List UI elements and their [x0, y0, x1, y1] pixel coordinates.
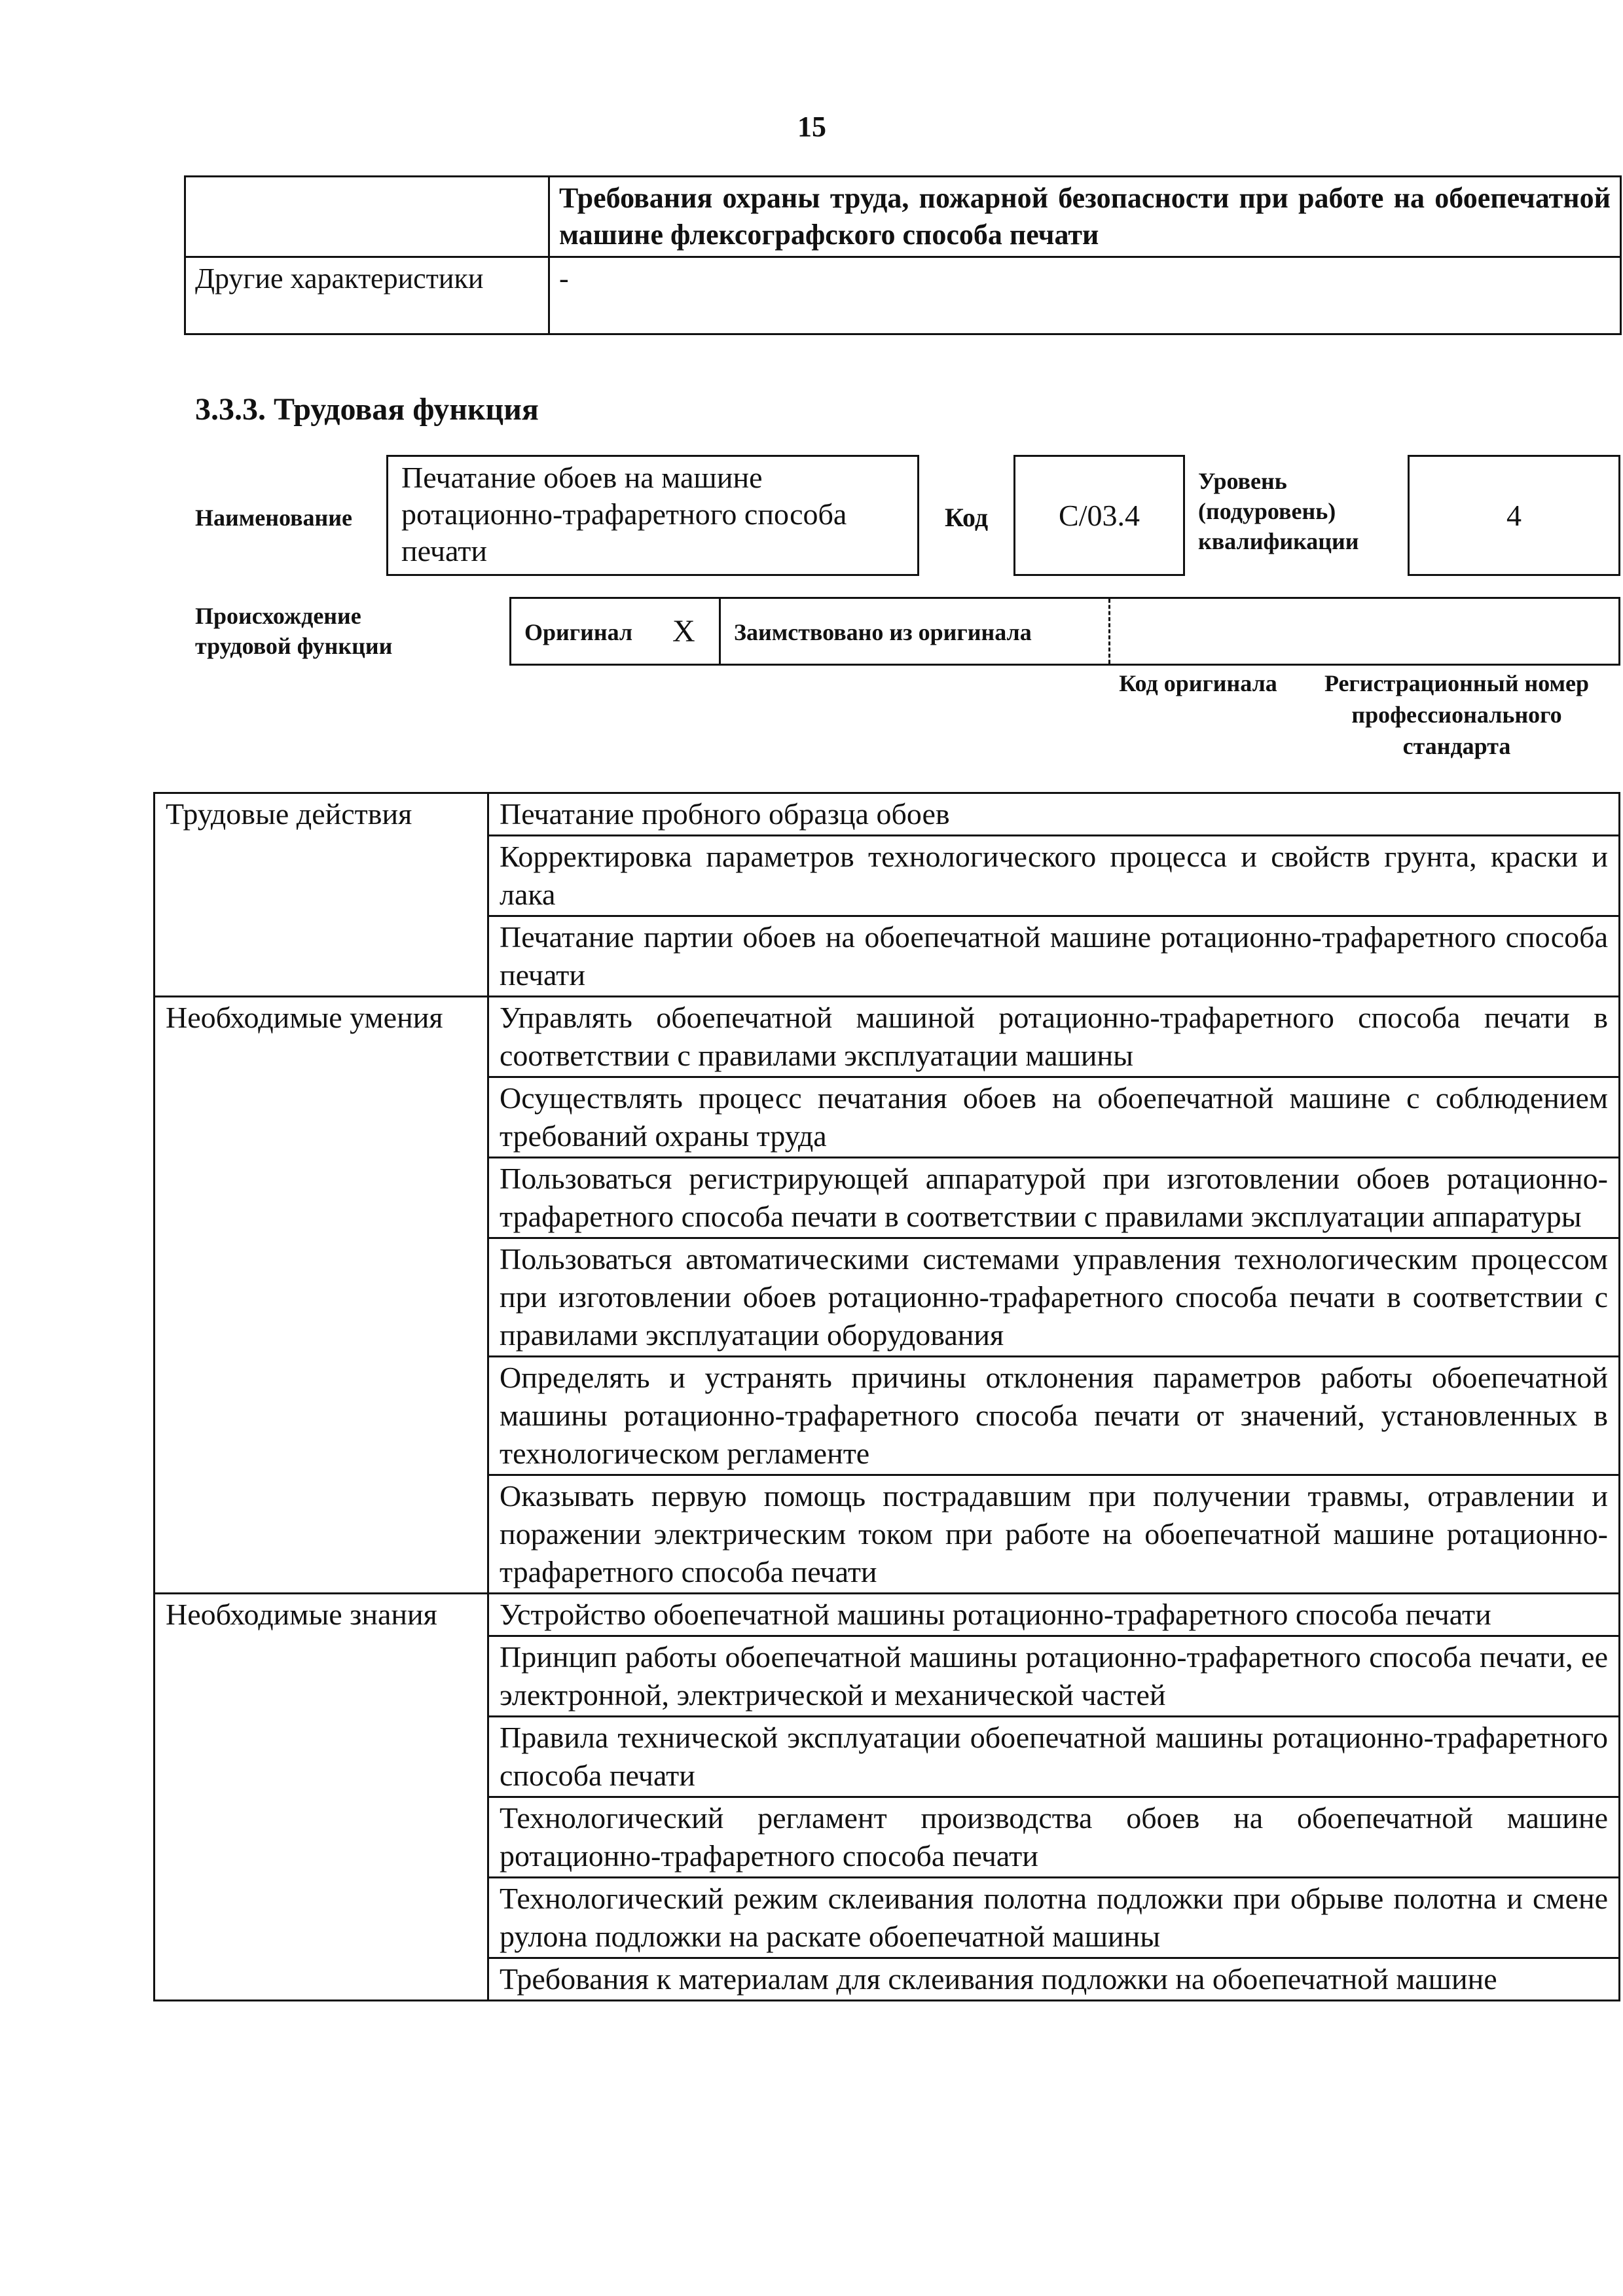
- original-code-caption: Код оригинала: [1119, 670, 1277, 696]
- table-row: Технологический режим склеивания полотна подложки при обрыве полотна и смене рулона подложки на раскате обоепечатной машины: [488, 1878, 1620, 1958]
- other-characteristics-label: Другие характеристики: [185, 257, 549, 334]
- section-title: 3.3.3. Трудовая функция: [195, 392, 539, 427]
- table-row: Принцип работы обоепечатной машины ротационно-трафаретного способа печати, ее электронной, электрической и механической частей: [488, 1636, 1620, 1717]
- origin-divider: [719, 599, 721, 664]
- table-row: Печатание партии обоев на обоепечатной машине ротационно-трафаретного способа печати: [488, 916, 1620, 997]
- registration-number-caption: Регистрационный номер профессионального стандарта: [1324, 670, 1590, 759]
- other-characteristics-value: -: [549, 257, 1621, 334]
- origin-divider-dashed: [1108, 599, 1110, 664]
- continuation-table: [184, 175, 1622, 335]
- name-label: Наименование: [195, 505, 352, 531]
- original-label: Оригинал: [524, 619, 633, 645]
- labor-actions-label: Трудовые действия: [155, 793, 488, 997]
- required-knowledge-label: Необходимые знания: [155, 1594, 488, 2001]
- safety-requirements-cell: Требования охраны труда, пожарной безопасности при работе на обоепечатной машине флексографского способа печати: [549, 177, 1621, 257]
- function-details-table: [153, 792, 1620, 2001]
- table-row: Пользоваться регистрирующей аппаратурой при изготовлении обоев ротационно-трафаретного способа печати в соответствии с правилами эксплуатации аппаратуры: [488, 1158, 1620, 1238]
- table-row: Управлять обоепечатной машиной ротационно-трафаретного способа печати в соответствии с правилами эксплуатации машины: [488, 997, 1620, 1077]
- table-row: Технологический регламент производства обоев на обоепечатной машине ротационно-трафаретного способа печати: [488, 1797, 1620, 1878]
- code-value-box: С/03.4: [1013, 455, 1185, 576]
- table-row: Оказывать первую помощь пострадавшим при получении травмы, отравлении и поражении электрическим током при работе на обоепечатной машине ротационно-трафаретного способа печати: [488, 1475, 1620, 1594]
- page-number: 15: [797, 111, 826, 143]
- table-row: Правила технической эксплуатации обоепечатной машины ротационно-трафаретного способа печати: [488, 1717, 1620, 1797]
- origin-label: Происхождение трудовой функции: [195, 603, 393, 659]
- qualification-level-box: 4: [1408, 455, 1620, 576]
- origin-box: [509, 597, 1620, 666]
- table-row: Корректировка параметров технологического процесса и свойств грунта, краски и лака: [488, 836, 1620, 916]
- function-name-box: Печатание обоев на машине ротационно-трафаретного способа печати: [386, 455, 919, 576]
- code-label: Код: [945, 503, 989, 532]
- table-row: Печатание пробного образца обоев: [488, 793, 1620, 836]
- table-row: Пользоваться автоматическими системами управления технологическим процессом при изготовлении обоев ротационно-трафаретного способа печати в соответствии с правилами эксплуатации оборудования: [488, 1238, 1620, 1357]
- required-skills-label: Необходимые умения: [155, 997, 488, 1594]
- empty-label-cell: [185, 177, 549, 257]
- borrowed-label: Заимствовано из оригинала: [734, 619, 1032, 645]
- table-row: Требования к материалам для склеивания подложки на обоепечатной машине: [488, 1958, 1620, 2001]
- table-row: Осуществлять процесс печатания обоев на обоепечатной машине с соблюдением требований охраны труда: [488, 1077, 1620, 1158]
- original-checkmark: X: [672, 614, 695, 649]
- qualification-level-label: Уровень (подуровень) квалификации: [1198, 468, 1359, 554]
- table-row: Устройство обоепечатной машины ротационно-трафаретного способа печати: [488, 1594, 1620, 1636]
- table-row: Определять и устранять причины отклонения параметров работы обоепечатной машины ротационно-трафаретного способа печати от значений, установленных в технологическом регламенте: [488, 1357, 1620, 1475]
